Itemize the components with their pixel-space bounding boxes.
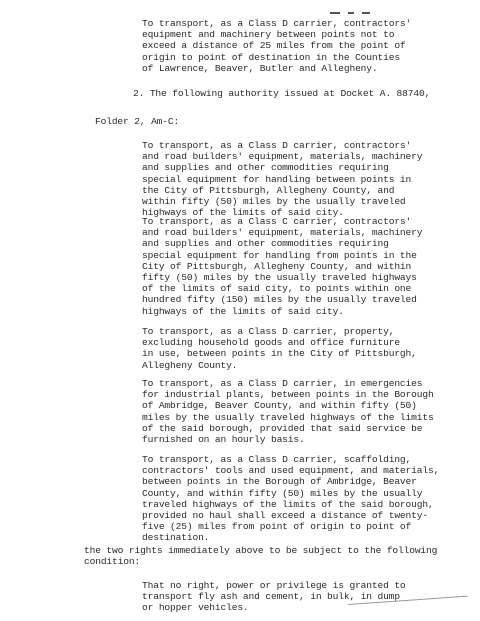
scan-mark	[362, 12, 370, 14]
intro-paragraph: To transport, as a Class D carrier, contractors' equipment and machinery between points not to exceed a distance of 25 miles from the point of origin to point of destination in the Counties of Lawrence, Beaver, Butler and Allegheny.	[142, 18, 412, 74]
authority-paragraph: To transport, as a Class D carrier, property, excluding household goods and office furniture in use, between points in the City of Pittsburgh, Allegheny County.	[142, 326, 417, 371]
condition-text: That no right, power or privilege is granted to transport fly ash and cement, in bulk, in dump or hopper vehicles.	[142, 580, 406, 614]
condition-intro: the two rights immediately above to be subject to the following condition:	[84, 545, 438, 568]
authority-paragraph: To transport, as a Class C carrier, contractors' and road builders' equipment, materials, machinery and supplies and other commodities requiring special equipment for handling from points in the City of Pittsburgh, Allegheny County, and within fifty (50) miles by the usually traveled highways of the limits of said city, to points within one hundred fifty (150) miles by the usually traveled highways of the limits of said city.	[142, 216, 423, 317]
folder-label: Folder 2, Am-C:	[95, 116, 180, 127]
authority-paragraph: To transport, as a Class D carrier, in emergencies for industrial plants, between points in the Borough of Ambridge, Beaver County, and within fifty (50) miles by the usually traveled highways of the limits of the said borough, provided that said service be furnished on an hourly basis.	[142, 378, 434, 446]
authority-paragraph: To transport, as a Class D carrier, scaffolding, contractors' tools and used equipment, and materials, between points in the Borough of Ambridge, Beaver County, and within fifty (50) miles by the usually traveled highways of the limits of the said borough, provided no haul shall exceed a distance of twenty- five (25) miles from point of origin to point of destination.	[142, 454, 440, 544]
authority-paragraph: To transport, as a Class D carrier, contractors' and road builders' equipment, materials, machinery and supplies and other commodities requiring special equipment for handling between points in the City of Pittsburgh, Allegheny County, and within fifty (50) miles by the usually traveled highways of the limits of said city.	[142, 140, 423, 219]
scan-mark	[330, 12, 340, 14]
item-2-heading: 2. The following authority issued at Docket A. 88740,	[133, 88, 431, 99]
scan-mark	[348, 12, 354, 14]
